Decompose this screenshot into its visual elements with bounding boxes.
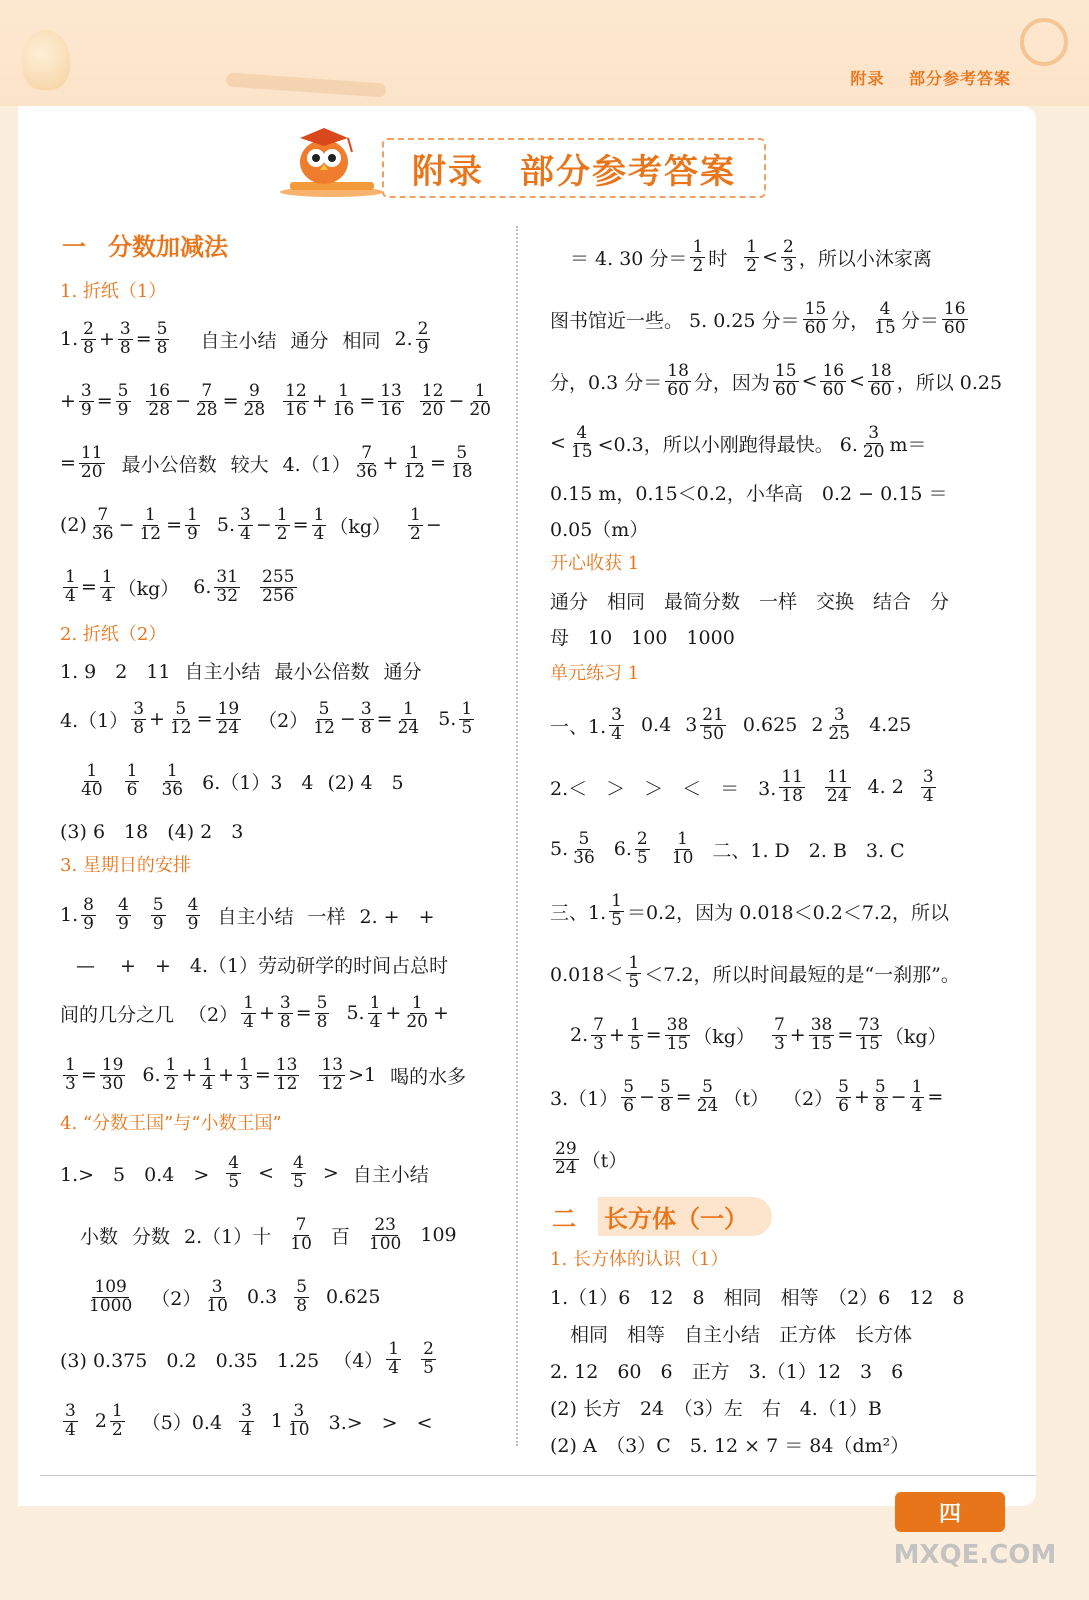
answer-line: 5. $\frac{5}{36}$ 6. $\frac{2}{5}$ $\frac{1}{10}$ 二、1. D 2. B 3. C bbox=[550, 828, 905, 868]
answer-line: $\frac{29}{24}$ （t） bbox=[555, 1138, 628, 1178]
answer-line: 小数 分数 2.（1） 十 $\frac{7}{10}$ 百 $\frac{23}{100}$ 109 bbox=[80, 1214, 457, 1254]
owl-mascot-icon bbox=[272, 116, 392, 198]
section-heading-cuboid: 二 长方体（一） bbox=[550, 1190, 986, 1242]
answer-line: 图书馆近一些。 5. 0.25 分＝ $\frac{15}{60}$ 分， $\frac{4}{15}$ 分＝ $\frac{16}{60}$ bbox=[550, 298, 966, 338]
answer-line: = $\frac{11}{20}$ 最小公倍数 较大 4.（1） $\frac{7}{36}$ + $\frac{1}{12}$ = $\frac{5}{18}$ bbox=[60, 442, 473, 482]
answer-line: 2. $\frac{7}{3}$ + $\frac{1}{5}$ = $\frac{38}{15}$ （kg） $\frac{7}{3}$ + $\frac{38}{15}$ = $\frac{73}{15}$ （kg） bbox=[570, 1014, 947, 1054]
answer-line: 三、1. $\frac{1}{5}$ ＝0.2，因为 0.018＜0.2＜7.2，所以 bbox=[550, 890, 950, 930]
running-header bbox=[832, 66, 1011, 89]
answer-line: 1. 9 2 11 自主小结 最小公倍数 通分 bbox=[60, 660, 422, 683]
subheading-cuboid-1: 1. 长方体的认识（1） bbox=[550, 1249, 729, 1270]
answer-line: $\frac{1}{4}$ = $\frac{1}{4}$ （kg） 6. $\frac{31}{32}$ $\frac{255}{256}$ bbox=[65, 566, 295, 606]
subheading-folding-2: 2. 折纸（2） bbox=[60, 624, 167, 645]
page-title: 附录 部分参考答案 bbox=[412, 151, 736, 192]
footer-rule bbox=[40, 1475, 1036, 1476]
answer-line: 4.（1） $\frac{3}{8}$ + $\frac{5}{12}$ = $\frac{19}{24}$ （2） $\frac{5}{12}$ − $\frac{3}{8}$ = $\frac{1}{24}$ 5. $\frac{1}{5}$ bbox=[60, 698, 473, 738]
answer-line: 2. 12 60 6 正方 3.（1）12 3 6 bbox=[550, 1361, 904, 1383]
section-heading-fractions: 一 分数加减法 bbox=[62, 232, 228, 261]
answer-line: 1. $\frac{2}{8}$ + $\frac{3}{8}$ = $\frac{5}{8}$ 自主小结 通分 相同 2. $\frac{2}{9}$ bbox=[60, 318, 429, 358]
answer-line: 1. $\frac{8}{9}$ $\frac{4}{9}$ $\frac{5}{9}$ $\frac{4}{9}$ 自主小结 一样 2. + + bbox=[60, 894, 435, 934]
answer-line: 相同 相等 自主小结 正方体 长方体 bbox=[570, 1324, 913, 1346]
subheading-happy-harvest: 开心收获 1 bbox=[550, 553, 640, 574]
answer-line: (2) $\frac{7}{36}$ − $\frac{1}{12}$ = $\frac{1}{9}$ 5. $\frac{3}{4}$ − $\frac{1}{2}$ = $\frac{1}{4}$ （kg） $\frac{1}{2}$ − bbox=[60, 504, 442, 544]
subheading-sunday: 3. 星期日的安排 bbox=[60, 855, 191, 876]
watermark: MXQE.COM bbox=[893, 1540, 1057, 1570]
subheading-folding-1: 1. 折纸（1） bbox=[60, 281, 167, 302]
answer-line: — + + 4.（1）劳动研学的时间占总时 bbox=[76, 954, 449, 977]
answer-line: 分，0.3 分＝ $\frac{18}{60}$ 分，因为 $\frac{15}{60}$ < $\frac{16}{60}$ < $\frac{18}{60}$ ，所以 0.25 bbox=[550, 360, 1003, 400]
answer-line: 通分 相同 最简分数 一样 交换 结合 分 bbox=[550, 590, 950, 613]
subheading-unit-practice: 单元练习 1 bbox=[550, 663, 640, 684]
column-divider bbox=[516, 226, 518, 1446]
left-column bbox=[60, 226, 496, 1452]
answer-line: (2) 长方 24 （3）左 右 4.（1）B bbox=[550, 1398, 882, 1420]
answer-line: (2) A （3）C 5. 12 × 7 ＝ 84（dm²） bbox=[550, 1435, 910, 1457]
answer-line: 0.15 m，0.15＜0.2，小华高 0.2 − 0.15 ＝ bbox=[550, 482, 948, 505]
answer-line: 一、1. $\frac{3}{4}$ 0.4 3 $\frac{21}{50}$ 0.625 2 $\frac{3}{25}$ 4.25 bbox=[550, 704, 912, 744]
answer-line: 1.（1）6 12 8 相同 相等 （2）6 12 8 bbox=[550, 1287, 965, 1309]
answer-line: + $\frac{3}{9}$ = $\frac{5}{9}$ $\frac{16}{28}$ − $\frac{7}{28}$ = $\frac{9}{28}$ $\frac{12}{16}$ + $\frac{1}{16}$ = $\frac{13}{16}$ $\frac{12}{20}$ − $\frac{1}{20}$ bbox=[60, 380, 491, 420]
header-answers: 部分参考答案 bbox=[908, 69, 1011, 88]
page-number: 四 bbox=[895, 1492, 1005, 1532]
answer-line: 2.＜ ＞ ＞ ＜ ＝ 3. $\frac{11}{18}$ $\frac{11}{24}$ 4. 2 $\frac{3}{4}$ bbox=[550, 766, 934, 806]
answer-line: 1.> 5 0.4 > $\frac{4}{5}$ < $\frac{4}{5}$ > 自主小结 bbox=[60, 1152, 429, 1192]
answer-line: 间的几分之几 （2） $\frac{1}{4}$ + $\frac{3}{8}$ = $\frac{5}{8}$ 5. $\frac{1}{4}$ + $\frac{1}{20}$ + bbox=[60, 992, 449, 1032]
answer-line: $\frac{1}{40}$ $\frac{1}{6}$ $\frac{1}{36}$ 6.（1）3 4 (2) 4 5 bbox=[81, 760, 404, 800]
answer-line: $\frac{109}{1000}$ （2） $\frac{3}{10}$ 0.3 $\frac{5}{8}$ 0.625 bbox=[89, 1276, 381, 1316]
answer-line: 3.（1） $\frac{5}{6}$ − $\frac{5}{8}$ = $\frac{5}{24}$ （t） （2） $\frac{5}{6}$ + $\frac{5}{8}$ − $\frac{1}{4}$ = bbox=[550, 1076, 944, 1116]
answer-line: 0.018＜ $\frac{1}{5}$ ＜7.2，所以时间最短的是“一刹那”。 bbox=[550, 952, 960, 992]
answer-line: < $\frac{4}{15}$ <0.3，所以小刚跑得最快。 6. $\frac{3}{20}$ m＝ bbox=[550, 422, 927, 462]
subheading-kingdoms: 4. “分数王国”与“小数王国” bbox=[60, 1113, 282, 1134]
right-column bbox=[550, 226, 1003, 1463]
lightbulb-icon bbox=[22, 30, 70, 90]
answer-line: (3) 6 18 (4) 2 3 bbox=[60, 820, 244, 843]
answer-line: (3) 0.375 0.2 0.35 1.25 （4） $\frac{1}{4}$ $\frac{2}{5}$ bbox=[60, 1338, 434, 1378]
decorative-stroke bbox=[226, 72, 387, 97]
page-title-box bbox=[382, 138, 766, 198]
answer-line: 0.05（m） bbox=[550, 518, 649, 541]
answer-line: ＝ 4. 30 分＝ $\frac{1}{2}$ 时 $\frac{1}{2}$ < $\frac{2}{3}$ ，所以小沐家离 bbox=[570, 236, 932, 276]
answer-line: $\frac{3}{4}$ 2 $\frac{1}{2}$ （5）0.4 $\frac{3}{4}$ 1 $\frac{3}{10}$ 3.> > < bbox=[65, 1400, 433, 1440]
answer-line: $\frac{1}{3}$ = $\frac{19}{30}$ 6. $\frac{1}{2}$ + $\frac{1}{4}$ + $\frac{1}{3}$ = $\frac{13}{12}$ $\frac{13}{12}$ >1 喝的水多 bbox=[65, 1054, 467, 1094]
magnifier-icon bbox=[1020, 18, 1068, 66]
top-banner bbox=[0, 0, 1089, 106]
header-appendix: 附录 bbox=[850, 69, 885, 88]
answer-line: 母 10 100 1000 bbox=[550, 626, 735, 649]
